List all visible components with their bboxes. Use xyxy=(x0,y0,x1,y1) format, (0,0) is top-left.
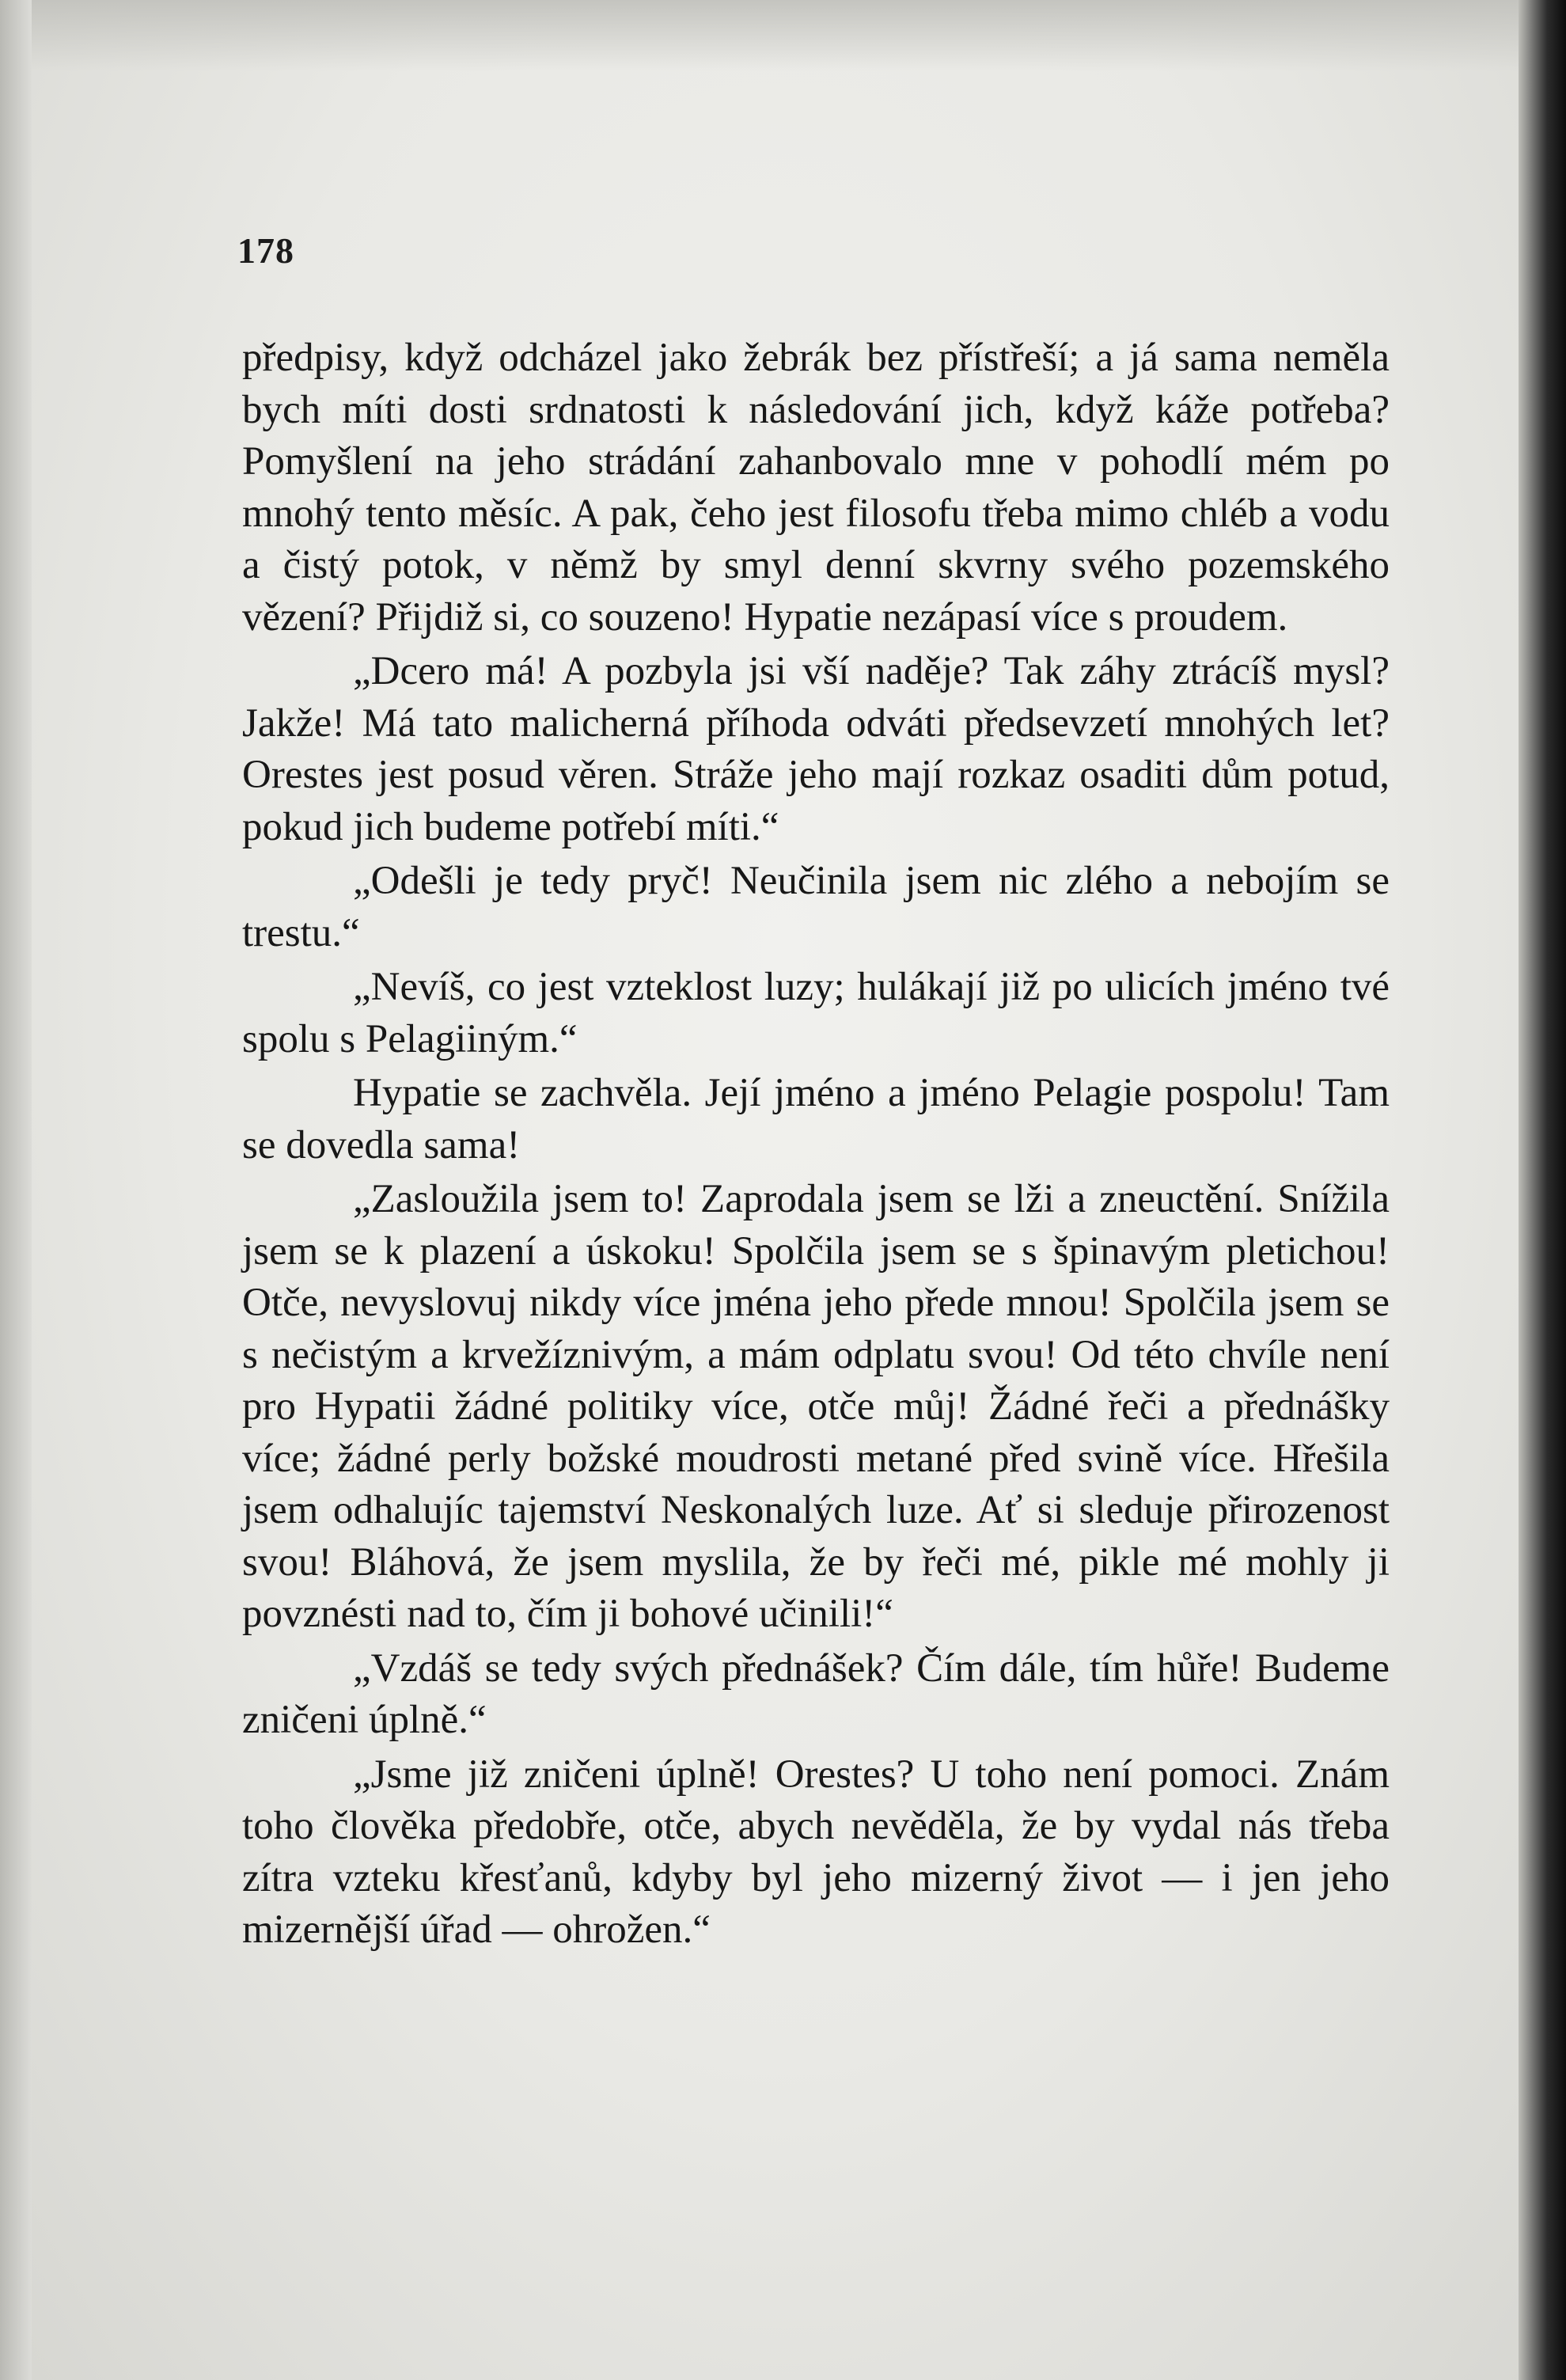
paragraph-4: „Nevíš, co jest vzteklost luzy; hulákají již po ulicích jméno tvé spolu s Pelagiiným.“ xyxy=(242,965,1390,1061)
page-right-edge-shadow xyxy=(1519,0,1566,2380)
paragraph-6: „Zasloužila jsem to! Zaprodala jsem se lži a zneuctění. Snížila jsem se k plazení a úskoku! Spolčila jsem se s špinavým pletichou! Otče, nevyslovuj nikdy více jména jeho přede mnou! Spolčila jsem se s nečistým a krvežíznivým, a mám odplatu svou! Od této chvíle není pro Hypatii žádné politiky více, otče můj! Žádné řeči a přednášky více; žádné perly božské moudrosti metané před svině více. Hřešila jsem odhalujíc tajemství Neskonalých luze. Ať si sleduje přirozenost svou! Bláhová, že jsem myslila, že by řeči mé, pikle mé mohly ji povznésti nad to, čím ji bohové učinili!“ xyxy=(242,1177,1390,1636)
page-top-shadow xyxy=(0,0,1566,71)
body-text xyxy=(242,332,1390,1959)
paragraph-8: „Jsme již zničeni úplně! Orestes? U toho není pomoci. Znám toho člověka předobře, otče, abych nevěděla, že by vydal nás třeba zítra vzteku křesťanů, kdyby byl jeho mizerný život — i jen jeho mizernější úřad — ohrožen.“ xyxy=(242,1752,1390,1952)
page-number: 178 xyxy=(237,230,294,271)
paragraph-1: předpisy, když odcházel jako žebrák bez přístřeší; a já sama neměla bych míti dosti srdnatosti k následování jich, když káže potřeba? Pomyšlení na jeho strádání zahanbovalo mne v pohodlí mém po mnohý tento měsíc. A pak, čeho jest filosofu třeba mimo chléb a vodu a čistý potok, v němž by smyl denní skvrny svého pozemského vězení? Přijdiž si, co souzeno! Hypatie nezápasí více s proudem. xyxy=(242,336,1390,640)
paragraph-5: Hypatie se zachvěla. Její jméno a jméno Pelagie pospolu! Tam se dovedla sama! xyxy=(242,1071,1390,1167)
page-left-margin-shadow xyxy=(0,0,32,2380)
paragraph-7: „Vzdáš se tedy svých přednášek? Čím dále, tím hůře! Budeme zničeni úplně.“ xyxy=(242,1646,1390,1742)
paragraph-3: „Odešli je tedy pryč! Neučinila jsem nic zlého a nebojím se trestu.“ xyxy=(242,859,1390,955)
paragraph-2: „Dcero má! A pozbyla jsi vší naděje? Tak záhy ztrácíš mysl? Jakže! Má tato malicherná příhoda odváti předsevzetí mnohých let? Orestes jest posud věren. Stráže jeho mají rozkaz osaditi dům potud, pokud jich budeme potřebí míti.“ xyxy=(242,649,1390,849)
